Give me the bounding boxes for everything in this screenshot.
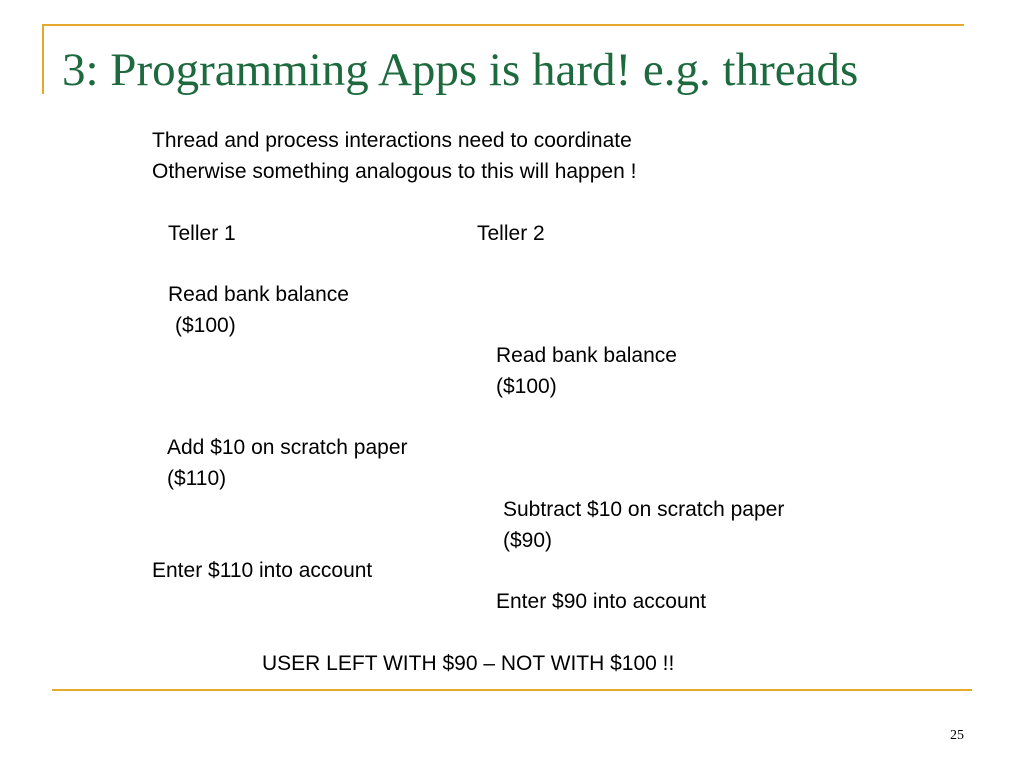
intro-line-1: Thread and process interactions need to coordinate xyxy=(152,129,632,152)
teller-2-subtract-label: Subtract $10 on scratch paper xyxy=(503,498,785,521)
left-accent-line xyxy=(42,24,44,94)
teller-2-read-label: Read bank balance xyxy=(496,344,677,367)
page-number: 25 xyxy=(950,728,964,743)
teller-1-add-value: ($110) xyxy=(167,467,227,490)
teller-2-enter-label: Enter $90 into account xyxy=(496,590,707,613)
teller-1-enter-label: Enter $110 into account xyxy=(152,559,373,582)
teller-2-subtract-value: ($90) xyxy=(503,529,553,552)
intro-line-2: Otherwise something analogous to this will happen ! xyxy=(152,160,637,183)
teller-2-read-value: ($100) xyxy=(496,375,557,398)
teller-1-heading: Teller 1 xyxy=(168,222,236,245)
slide-title: 3: Programming Apps is hard! e.g. threads xyxy=(62,44,859,96)
bottom-accent-line xyxy=(52,689,972,691)
teller-1-read-label: Read bank balance xyxy=(168,283,349,306)
teller-1-add-label: Add $10 on scratch paper xyxy=(167,436,408,459)
teller-1-read-value: ($100) xyxy=(175,314,236,337)
conclusion-text: USER LEFT WITH $90 – NOT WITH $100 !! xyxy=(262,652,675,675)
teller-2-heading: Teller 2 xyxy=(477,222,545,245)
top-accent-line xyxy=(42,24,964,26)
